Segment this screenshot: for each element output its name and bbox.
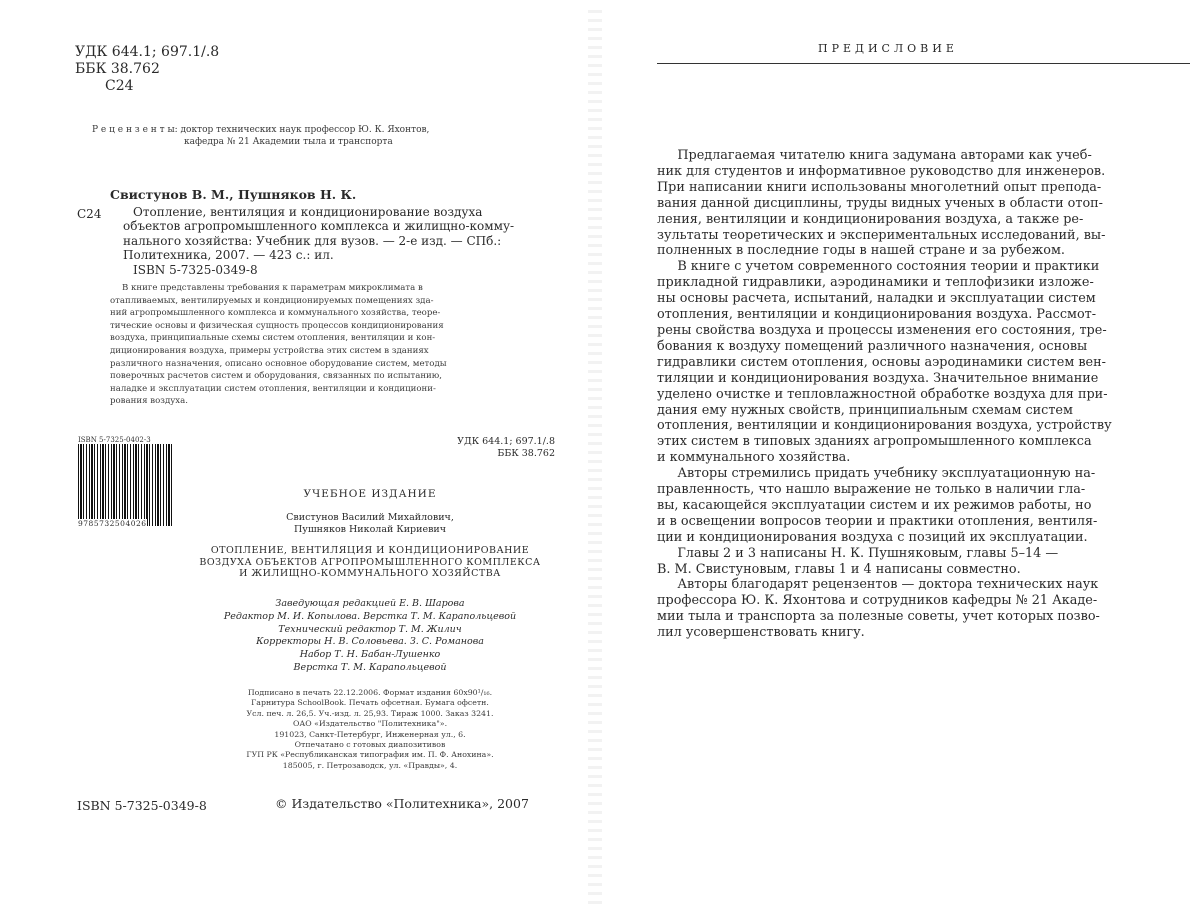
udk-small xyxy=(405,436,555,460)
bib-line: объектов агропромышленного комплекса и жилищно-комму- xyxy=(123,219,515,234)
preface-line: ции и кондиционирования воздуха с позиций их эксплуатации. xyxy=(657,529,1088,545)
staff-line: Корректоры Н. В. Соловьева. З. С. Романова xyxy=(256,636,484,648)
reviewers-line: кафедра № 21 Академии тыла и транспорта xyxy=(184,137,393,147)
preface-line: отопления, вентиляции и кондиционирования воздуха, устройству xyxy=(657,418,1112,434)
abstract-line: поверочных расчетов систем и оборудования, связанных по испытанию, xyxy=(110,371,442,382)
header-rule xyxy=(657,63,1190,64)
preface-line: ны основы расчета, испытаний, наладки и эксплуатации систем xyxy=(657,291,1096,307)
preface-line: прикладной гидравлики, аэродинамики и теплофизики изложе- xyxy=(657,275,1094,291)
bib-line: Политехника, 2007. — 423 с.: ил. xyxy=(123,248,334,263)
book-title-line: ВОЗДУХА ОБЪЕКТОВ АГРОПРОМЫШЛЕННОГО КОМПЛЕКСА xyxy=(199,556,541,568)
abstract-line: отапливаемых, вентилируемых и кондиционируемых помещениях зда- xyxy=(110,295,434,306)
bib-line: Отопление, вентиляция и кондиционирование воздуха xyxy=(133,205,483,219)
print-line: Гарнитура SchoolBook. Печать офсетная. Бумага офсетн. xyxy=(251,698,489,708)
barcode-icon xyxy=(78,444,173,526)
udk-line: УДК 644.1; 697.1/.8 xyxy=(75,44,220,60)
preface-line: В книге с учетом современного состояния теории и практики xyxy=(657,259,1100,275)
preface-line: вы, касающейся эксплуатации систем и их режимов работы, но xyxy=(657,497,1092,513)
isbn-bottom: ISBN 5-7325-0349-8 xyxy=(77,798,207,813)
preface-line: дания ему нужных свойств, принципиальным схемам систем xyxy=(657,402,1073,418)
staff-line: Верстка Т. М. Карапольцевой xyxy=(293,661,447,673)
bbk-line: ББК 38.762 xyxy=(75,61,160,77)
print-line: Усл. печ. л. 26,5. Уч.-изд. л. 25,93. Тираж 1000. Заказ 3241. xyxy=(246,708,494,718)
preface-line: рены свойства воздуха и процессы изменения его состояния, тре- xyxy=(657,322,1107,338)
book-title-line: И ЖИЛИЩНО-КОММУНАЛЬНОГО ХОЗЯЙСТВА xyxy=(239,568,501,579)
abstract-line: диционирования воздуха, примеры устройства этих систем в зданиях xyxy=(110,345,429,356)
editorial-staff xyxy=(170,598,570,675)
preface-line: гидравлики систем отопления, основы аэродинамики систем вен- xyxy=(657,354,1106,370)
author-mark: С24 xyxy=(105,78,134,94)
preface-line: полненных в последние годы в нашей стране и за рубежом. xyxy=(657,243,1065,259)
abstract-line: В книге представлены требования к параметрам микроклимата в xyxy=(122,283,423,293)
preface-line: зультаты теоретических и экспериментальных исследований, вы- xyxy=(657,227,1106,243)
print-line: 185005, г. Петрозаводск, ул. «Правды», 4. xyxy=(282,760,458,770)
abstract-line: различного назначения, описано основное оборудование систем, методы xyxy=(110,358,447,369)
print-line: Отпечатано с готовых диапозитивов xyxy=(294,740,446,750)
reviewers xyxy=(92,124,429,148)
preface-line: В. М. Свистуновым, главы 1 и 4 написаны совместно. xyxy=(657,561,1021,577)
bbk-small-line: ББК 38.762 xyxy=(497,448,555,459)
barcode-isbn: ISBN 5-7325-0402-3 xyxy=(78,436,151,444)
preface-line: Предлагаемая читателю книга задумана авторами как учеб- xyxy=(657,148,1092,163)
abstract-line: ний агропромышленного комплекса и коммунального хозяйства, теоре- xyxy=(110,308,441,319)
print-line: ГУП РК «Республиканская типография им. П. Ф. Анохина». xyxy=(246,750,494,760)
print-details xyxy=(170,688,570,771)
preface-line: правленность, что нашло выражение не только в наличии гла- xyxy=(657,482,1086,498)
preface-line: отопления, вентиляции и кондиционирования воздуха. Рассмот- xyxy=(657,307,1097,323)
preface-line: и в освещении вопросов теории и практики отопления, вентиля- xyxy=(657,513,1098,529)
author-full-names xyxy=(170,512,570,536)
barcode-number: 9785732504026 xyxy=(78,519,147,528)
print-line: Подписано в печать 22.12.2006. Формат издания 60х90¹/₁₆. xyxy=(247,688,493,697)
print-line: ОАО «Издательство "Политехника"». xyxy=(292,719,448,729)
preface-line: и коммунального хозяйства. xyxy=(657,450,851,466)
abstract xyxy=(110,282,447,408)
reviewers-line: Р е ц е н з е н т ы: доктор технических наук профессор Ю. К. Яхонтов, xyxy=(92,125,430,135)
preface-line: бования к воздуху помещений различного назначения, основы xyxy=(657,338,1088,354)
right-page xyxy=(600,0,1200,911)
preface-line: уделено очистке и тепловлажностной обработке воздуха для при- xyxy=(657,386,1108,402)
author-name: Пушняков Николай Кириевич xyxy=(293,524,447,535)
edition-label: УЧЕБНОЕ ИЗДАНИЕ xyxy=(303,488,437,500)
preface-title: ПРЕДИСЛОВИЕ xyxy=(818,42,958,55)
left-page xyxy=(0,0,590,911)
preface-line: профессора Ю. К. Яхонтова и сотрудников кафедры № 21 Акаде- xyxy=(657,593,1098,609)
book-title-line: ОТОПЛЕНИЕ, ВЕНТИЛЯЦИЯ И КОНДИЦИОНИРОВАНИЕ xyxy=(210,545,530,556)
copyright: © Издательство «Политехника», 2007 xyxy=(275,796,529,811)
preface-text xyxy=(657,148,1197,641)
preface-line: лил усовершенствовать книгу. xyxy=(657,625,865,641)
abstract-line: воздуха, принципиальные схемы систем отопления, вентиляции и кон- xyxy=(110,333,436,344)
print-line: 191023, Санкт-Петербург, Инженерная ул., 6. xyxy=(274,729,466,739)
preface-line: Авторы стремились придать учебнику эксплуатационную на- xyxy=(657,466,1096,482)
staff-line: Технический редактор Т. М. Жилич xyxy=(278,623,462,635)
staff-line: Заведующая редакцией Е. В. Шарова xyxy=(275,598,465,609)
abstract-line: рования воздуха. xyxy=(110,396,188,407)
preface-line: Авторы благодарят рецензентов — доктора технических наук xyxy=(657,577,1099,593)
preface-line: При написании книги использованы многолетний опыт препода- xyxy=(657,179,1102,195)
preface-line: вания данной дисциплины, труды видных ученых в области отоп- xyxy=(657,195,1104,211)
author-mark-code: С24 xyxy=(77,207,102,221)
preface-line: тиляции и кондиционирования воздуха. Значительное внимание xyxy=(657,370,1099,386)
abstract-line: тические основы и физическая сущность процессов кондиционирования xyxy=(110,320,444,331)
book-title xyxy=(170,545,570,580)
bib-isbn: ISBN 5-7325-0349-8 xyxy=(133,262,258,277)
udk-bbk-block xyxy=(75,44,219,95)
author-name: Свистунов Василий Михайлович, xyxy=(286,512,454,523)
preface-line: ник для студентов и информативное руководство для инженеров. xyxy=(657,163,1106,179)
preface-line: ления, вентиляции и кондиционирования воздуха, а также ре- xyxy=(657,211,1084,227)
authors-heading: Свистунов В. М., Пушняков Н. К. xyxy=(110,187,357,202)
preface-line: Главы 2 и 3 написаны Н. К. Пушняковым, главы 5–14 — xyxy=(657,545,1059,561)
staff-line: Редактор М. И. Копылова. Верстка Т. М. Карапольцевой xyxy=(223,610,517,622)
staff-line: Набор Т. Н. Бабан-Лушенко xyxy=(299,649,441,661)
preface-line: этих систем в типовых зданиях агропромышленного комплекса xyxy=(657,434,1092,450)
bib-line: нального хозяйства: Учебник для вузов. — 2-е изд. — СПб.: xyxy=(123,233,502,248)
abstract-line: наладке и эксплуатации систем отопления, вентиляции и кондициони- xyxy=(110,383,436,394)
udk-small-line: УДК 644.1; 697.1/.8 xyxy=(457,436,555,447)
bibliographic-record xyxy=(123,205,543,277)
preface-line: мии тыла и транспорта за полезные советы, учет которых позво- xyxy=(657,609,1100,625)
